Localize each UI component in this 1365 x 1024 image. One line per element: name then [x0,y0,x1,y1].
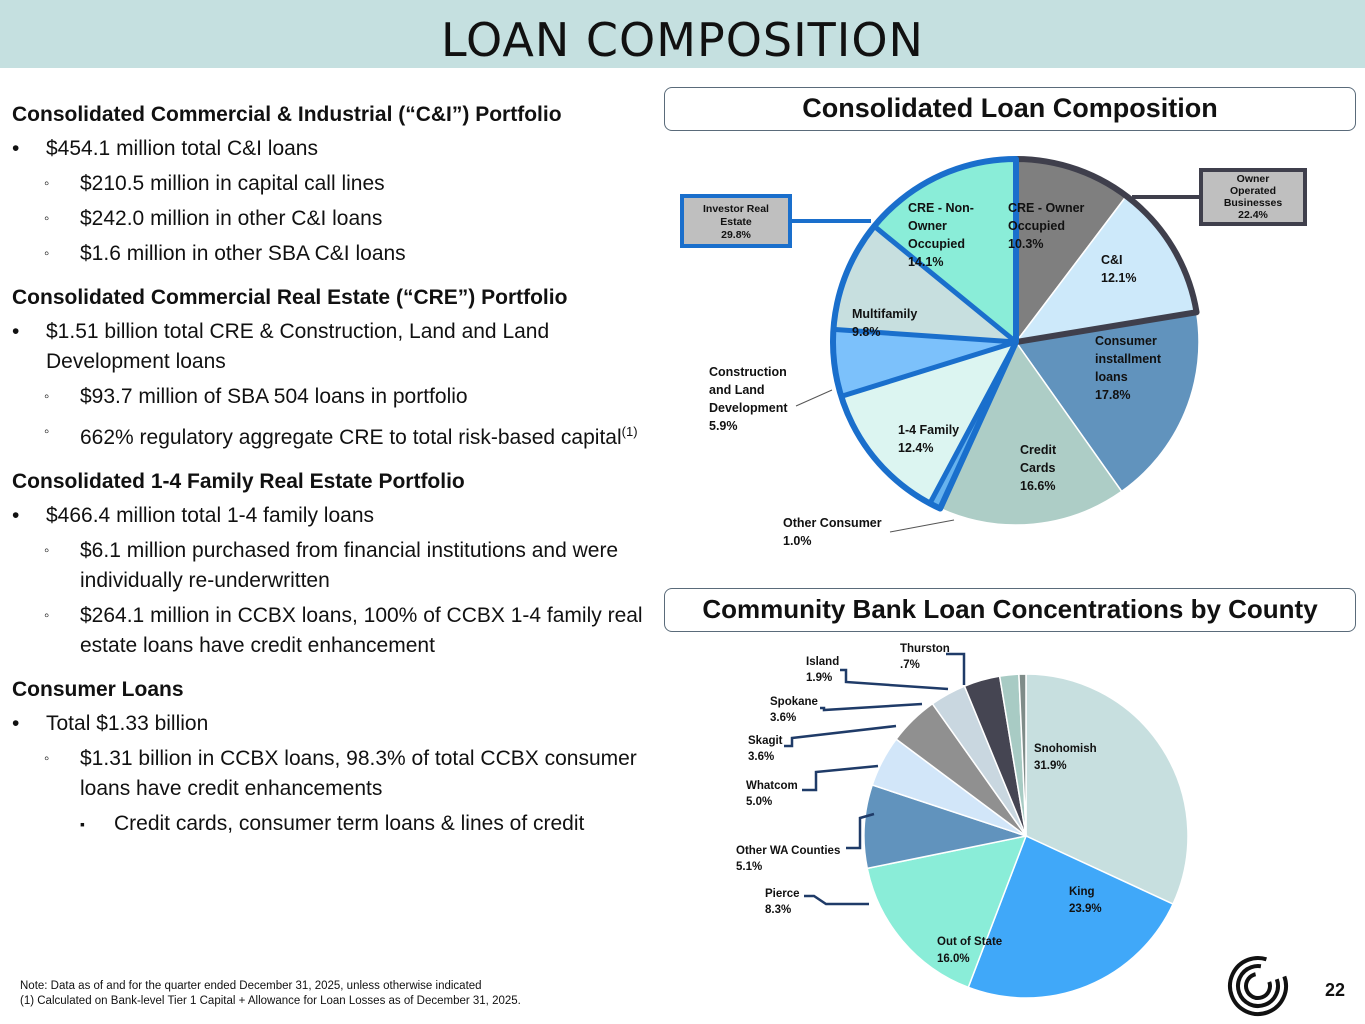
bullet-item [12,601,672,661]
leader-line [796,390,832,406]
slice-label [1020,443,1057,493]
bullet-text: $93.7 million of SBA 504 loans in portfolio [80,385,468,408]
slice-label-line: C&I [1101,253,1123,267]
slice-label-line: 16.0% [937,953,970,965]
footnote-ref: (1) [621,424,638,439]
bullet-item [12,417,672,453]
slice-label [736,845,840,873]
slice-label-construction [709,365,788,433]
page-title: LOAN COMPOSITION [441,13,924,67]
bullet-text: $242.0 million in other C&I loans [80,207,383,230]
bullet-marker: ◦ [44,388,50,405]
bullet-marker: • [12,320,20,343]
slice-label [806,656,839,684]
slice-label-line: installment [1095,352,1161,366]
footnote-line-1: Note: Data as of and for the quarter ended December 31, 2025, unless otherwise indicated [20,980,482,992]
bullet-marker: ◦ [44,542,50,559]
leader-line [840,670,948,689]
footnote [20,979,521,1009]
chart2-title: Community Bank Loan Concentrations by County [664,588,1356,632]
slice-label-line: 10.3% [1008,237,1044,251]
bullet-item [12,744,672,804]
slice-label [900,643,950,671]
bullet-item [12,317,672,377]
slice-label-line: Occupied [908,237,965,251]
group-label-owner-operated-line: Owner [1236,173,1270,185]
bullet-text: $210.5 million in capital call lines [80,172,385,195]
bullet-text: $1.6 million in other SBA C&I loans [80,242,406,265]
bullet-text: $466.4 million total 1-4 family loans [46,504,375,527]
page-number: 22 [1324,980,1345,1000]
group-label-investor-real-estate-line: Estate [720,216,752,228]
footnote-line-2: (1) Calculated on Bank-level Tier 1 Capital + Allowance for Loan Losses as of December 31, 2025. [20,995,521,1007]
section-heading: Consolidated 1-4 Family Real Estate Portfolio [12,470,465,493]
slice-label-line: Other WA Counties [736,845,841,857]
bullet-marker: ◦ [44,175,50,192]
leader-line [784,726,896,746]
slice-label-line: 23.9% [1069,903,1102,915]
slice-label-line: 14.1% [908,255,944,269]
slice-label-line: 3.6% [770,712,797,724]
slice-label-line: 12.4% [898,441,934,455]
slice-label-construction-line: 5.9% [709,419,738,433]
slice-label-line: Owner [908,219,947,233]
slice-label-line: 16.6% [1020,479,1056,493]
bullet-marker: • [12,504,20,527]
slice-label-line: Out of State [937,936,1003,948]
bullet-marker: ◦ [44,245,50,262]
slice-label [748,735,783,763]
slice-label-line: Credit [1020,443,1057,457]
slice-label-line: 1.9% [806,672,833,684]
slice-label [765,888,800,916]
bullet-text: $1.51 billion total CRE & Construction, Land and Land Development loans [46,320,550,373]
bullet-item [12,501,672,531]
slice-label-line: CRE - Owner [1008,201,1085,215]
slice-label-line: 8.3% [765,904,792,916]
slice-label-construction-line: and Land [709,383,765,397]
section-heading: Consumer Loans [12,678,184,701]
leader-line [946,654,964,685]
slice-label-line: Consumer [1095,334,1157,348]
bullet-item [12,134,672,164]
group-label-investor-real-estate-line: 29.8% [721,229,751,241]
bullet-marker: ◦ [44,750,50,767]
slice-label-line: Multifamily [852,307,918,321]
slice-label-line: 5.0% [746,796,773,808]
slice-label-line: Skagit [748,735,783,747]
left-text-panel [12,100,672,844]
county-concentration-pie-chart [664,638,1364,1000]
group-label-investor-real-estate-line: Investor Real [703,203,769,215]
slice-label-line: 1-4 Family [898,423,960,437]
slice-label-line: 5.1% [736,861,763,873]
bullet-text: $6.1 million purchased from financial institutions and were individually re-underwritten [80,539,619,592]
bullet-text: $454.1 million total C&I loans [46,137,318,160]
slice-label-line: Cards [1020,461,1056,475]
slice-label-line: Whatcom [746,780,798,792]
slice-label-line: 3.6% [748,751,775,763]
leader-line [890,520,954,532]
slice-label-line: 31.9% [1034,760,1067,772]
loan-composition-pie-chart [664,140,1364,560]
slice-label-line: .7% [900,659,920,671]
slice-label-line: Thurston [900,643,950,655]
bullet-item [12,169,672,199]
slice-label-line: Snohomish [1034,743,1097,755]
slice-label-line: Occupied [1008,219,1065,233]
bullet-item [12,204,672,234]
slice-label-line: 12.1% [1101,271,1137,285]
bullet-marker: ◦ [44,423,50,440]
slice-label-other-consumer-line: 1.0% [783,534,812,548]
bullet-text: $264.1 million in CCBX loans, 100% of CCBX 1-4 family real estate loans have credit enhancement [80,604,643,657]
group-label-owner-operated-line: Businesses [1223,197,1283,209]
bullet-text: Credit cards, consumer term loans & lines of credit [114,812,585,835]
bullet-item [12,382,672,412]
slice-label [746,780,798,808]
slice-label [770,696,818,724]
leader-line [802,766,878,790]
bullet-marker: • [12,137,20,160]
slice-label-line: Island [806,656,840,668]
group-label-owner-operated-line: 22.4% [1238,209,1268,221]
slice-label-line: CRE - Non- [908,201,974,215]
slice-label-line: Pierce [765,888,800,900]
bullet-item [12,536,672,596]
bullet-marker: ◦ [44,607,50,624]
leader-line [804,896,869,904]
slice-label-construction-line: Construction [709,365,787,379]
bullet-item [12,709,672,739]
slice-label-line: Spokane [770,696,818,708]
slice-label-construction-line: Development [709,401,788,415]
slice-label-other-consumer [783,516,882,548]
slice-label-other-consumer-line: Other Consumer [783,516,882,530]
slice-label-line: King [1069,886,1095,898]
bullet-marker: ▪ [80,816,85,832]
section-heading: Consolidated Commercial Real Estate (“CRE”) Portfolio [12,286,568,309]
bullet-item [12,809,672,839]
bullet-text: $1.31 billion in CCBX loans, 98.3% of total CCBX consumer loans have credit enhancements [80,747,637,800]
section-heading: Consolidated Commercial & Industrial (“C&I”) Portfolio [12,103,562,126]
slice-label-line: 17.8% [1095,388,1131,402]
bullet-item [12,239,672,269]
bullet-text: 662% regulatory aggregate CRE to total risk-based capital [80,426,622,449]
slice-label-line: 9.8% [852,325,881,339]
slice-label-line: loans [1095,370,1128,384]
bullet-marker: ◦ [44,210,50,227]
bullet-text: Total $1.33 billion [46,712,209,735]
bullet-marker: • [12,712,20,735]
group-label-owner-operated-line: Operated [1229,185,1277,197]
company-logo-icon [1226,954,1290,1018]
leader-line [820,704,922,710]
chart1-title: Consolidated Loan Composition [664,87,1356,131]
